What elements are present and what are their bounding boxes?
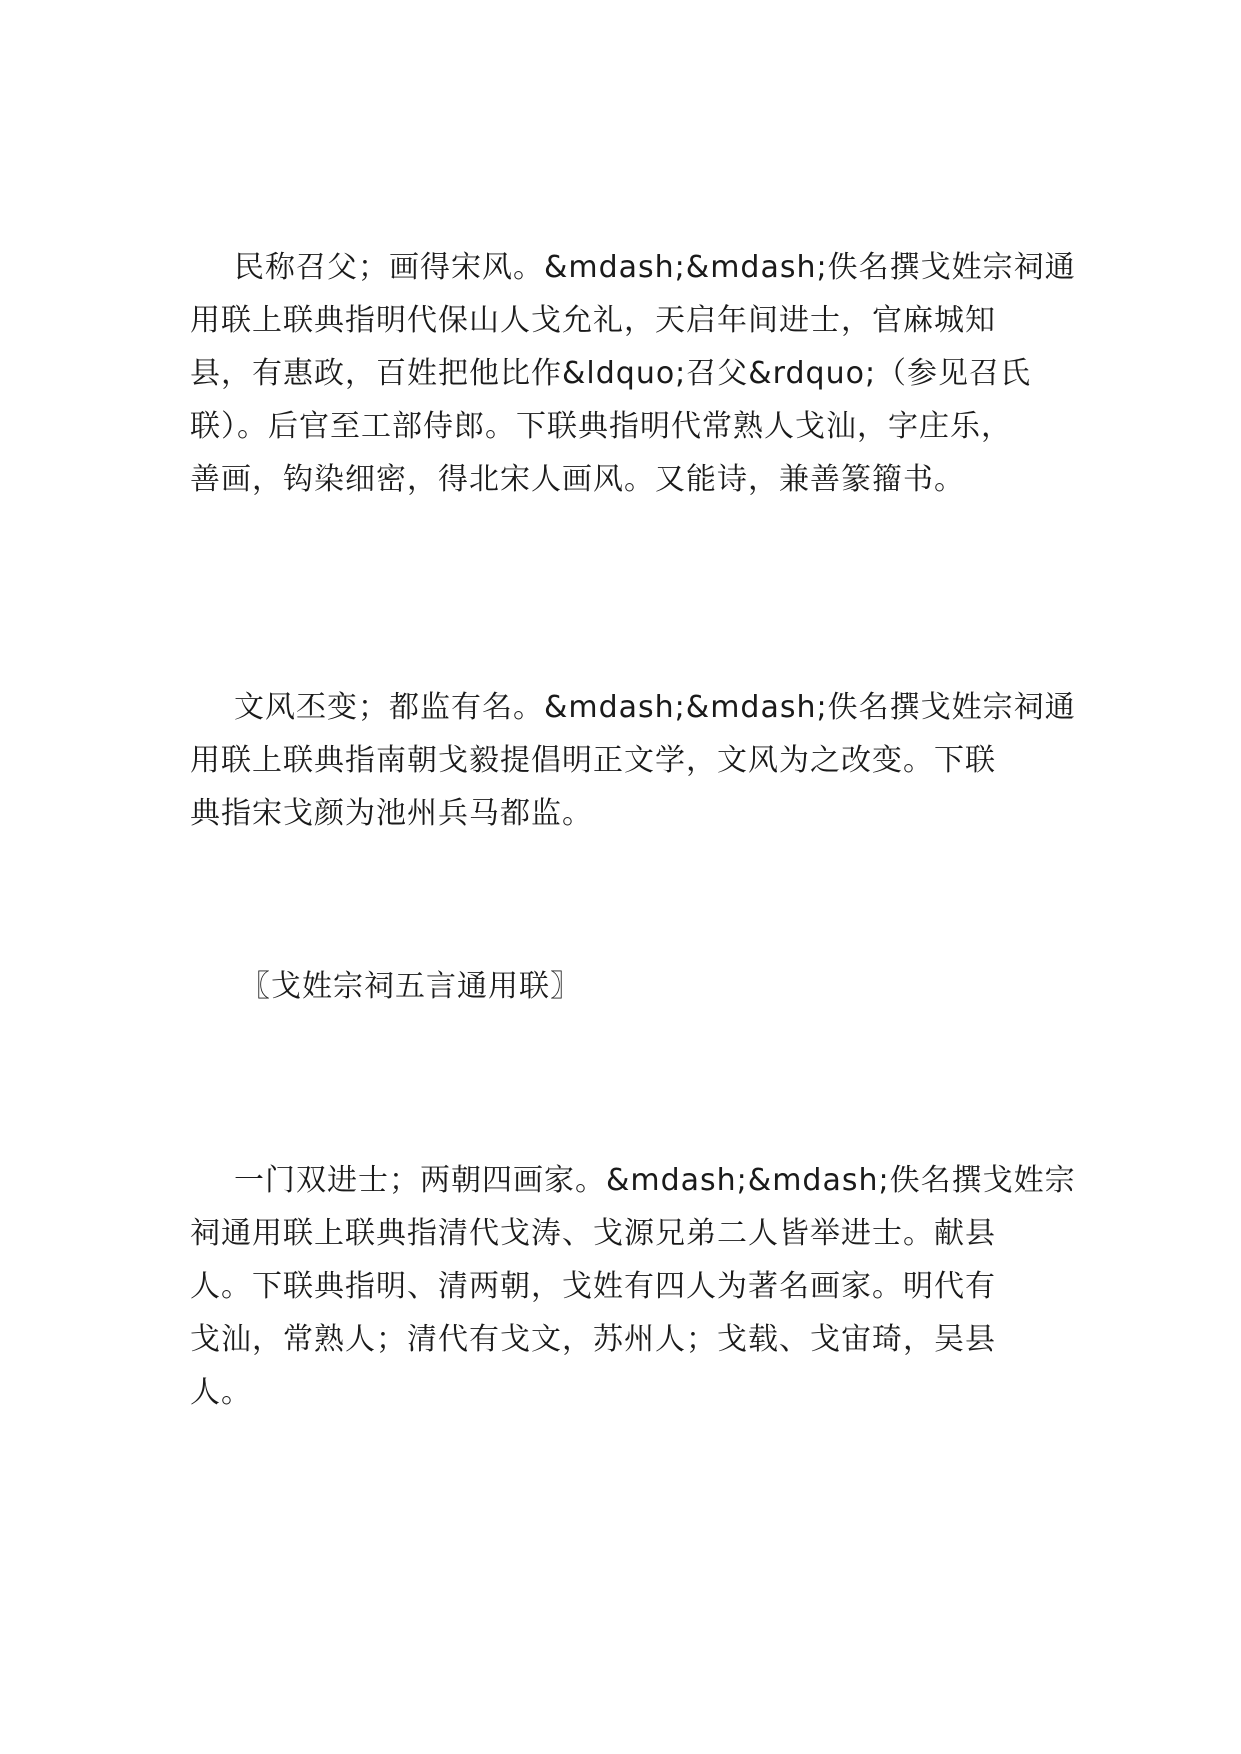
paragraph-2-line-3: 典指宋戈颜为池州兵马都监。 [190,796,593,831]
paragraph-3-line-3: 人。下联典指明、清两朝，戈姓有四人为著名画家。明代有 [190,1269,996,1304]
paragraph-2-line-2: 用联上联典指南朝戈毅提倡明正文学，文风为之改变。下联 [190,743,996,778]
paragraph-3-line-5: 人。 [190,1375,252,1410]
paragraph-2 [190,681,1076,840]
section-heading: 〖戈姓宗祠五言通用联〗 [240,969,581,1004]
paragraph-2-line-1: 文风丕变；都监有名。&mdash;&mdash;佚名撰戈姓宗祠通 [234,690,1076,725]
paragraph-1-line-5: 善画，钩染细密，得北宋人画风。又能诗，兼善篆籀书。 [190,462,965,497]
paragraph-3-line-1: 一门双进士；两朝四画家。&mdash;&mdash;佚名撰戈姓宗 [234,1163,1076,1198]
paragraph-1 [190,241,1076,506]
paragraph-1-line-2: 用联上联典指明代保山人戈允礼，天启年间进士，官麻城知 [190,303,996,338]
paragraph-3 [190,1154,1076,1419]
paragraph-1-line-1: 民称召父；画得宋风。&mdash;&mdash;佚名撰戈姓宗祠通 [234,250,1076,285]
paragraph-3-line-4: 戈汕，常熟人；清代有戈文，苏州人；戈载、戈宙琦，吴县 [190,1322,996,1357]
paragraph-1-line-4: 联）。后官至工部侍郎。下联典指明代常熟人戈汕，字庄乐， [190,409,1012,444]
paragraph-1-line-3: 县，有惠政，百姓把他比作&ldquo;召父&rdquo;（参见召氏 [190,356,1032,391]
paragraph-3-line-2: 祠通用联上联典指清代戈涛、戈源兄弟二人皆举进士。献县 [190,1216,996,1251]
